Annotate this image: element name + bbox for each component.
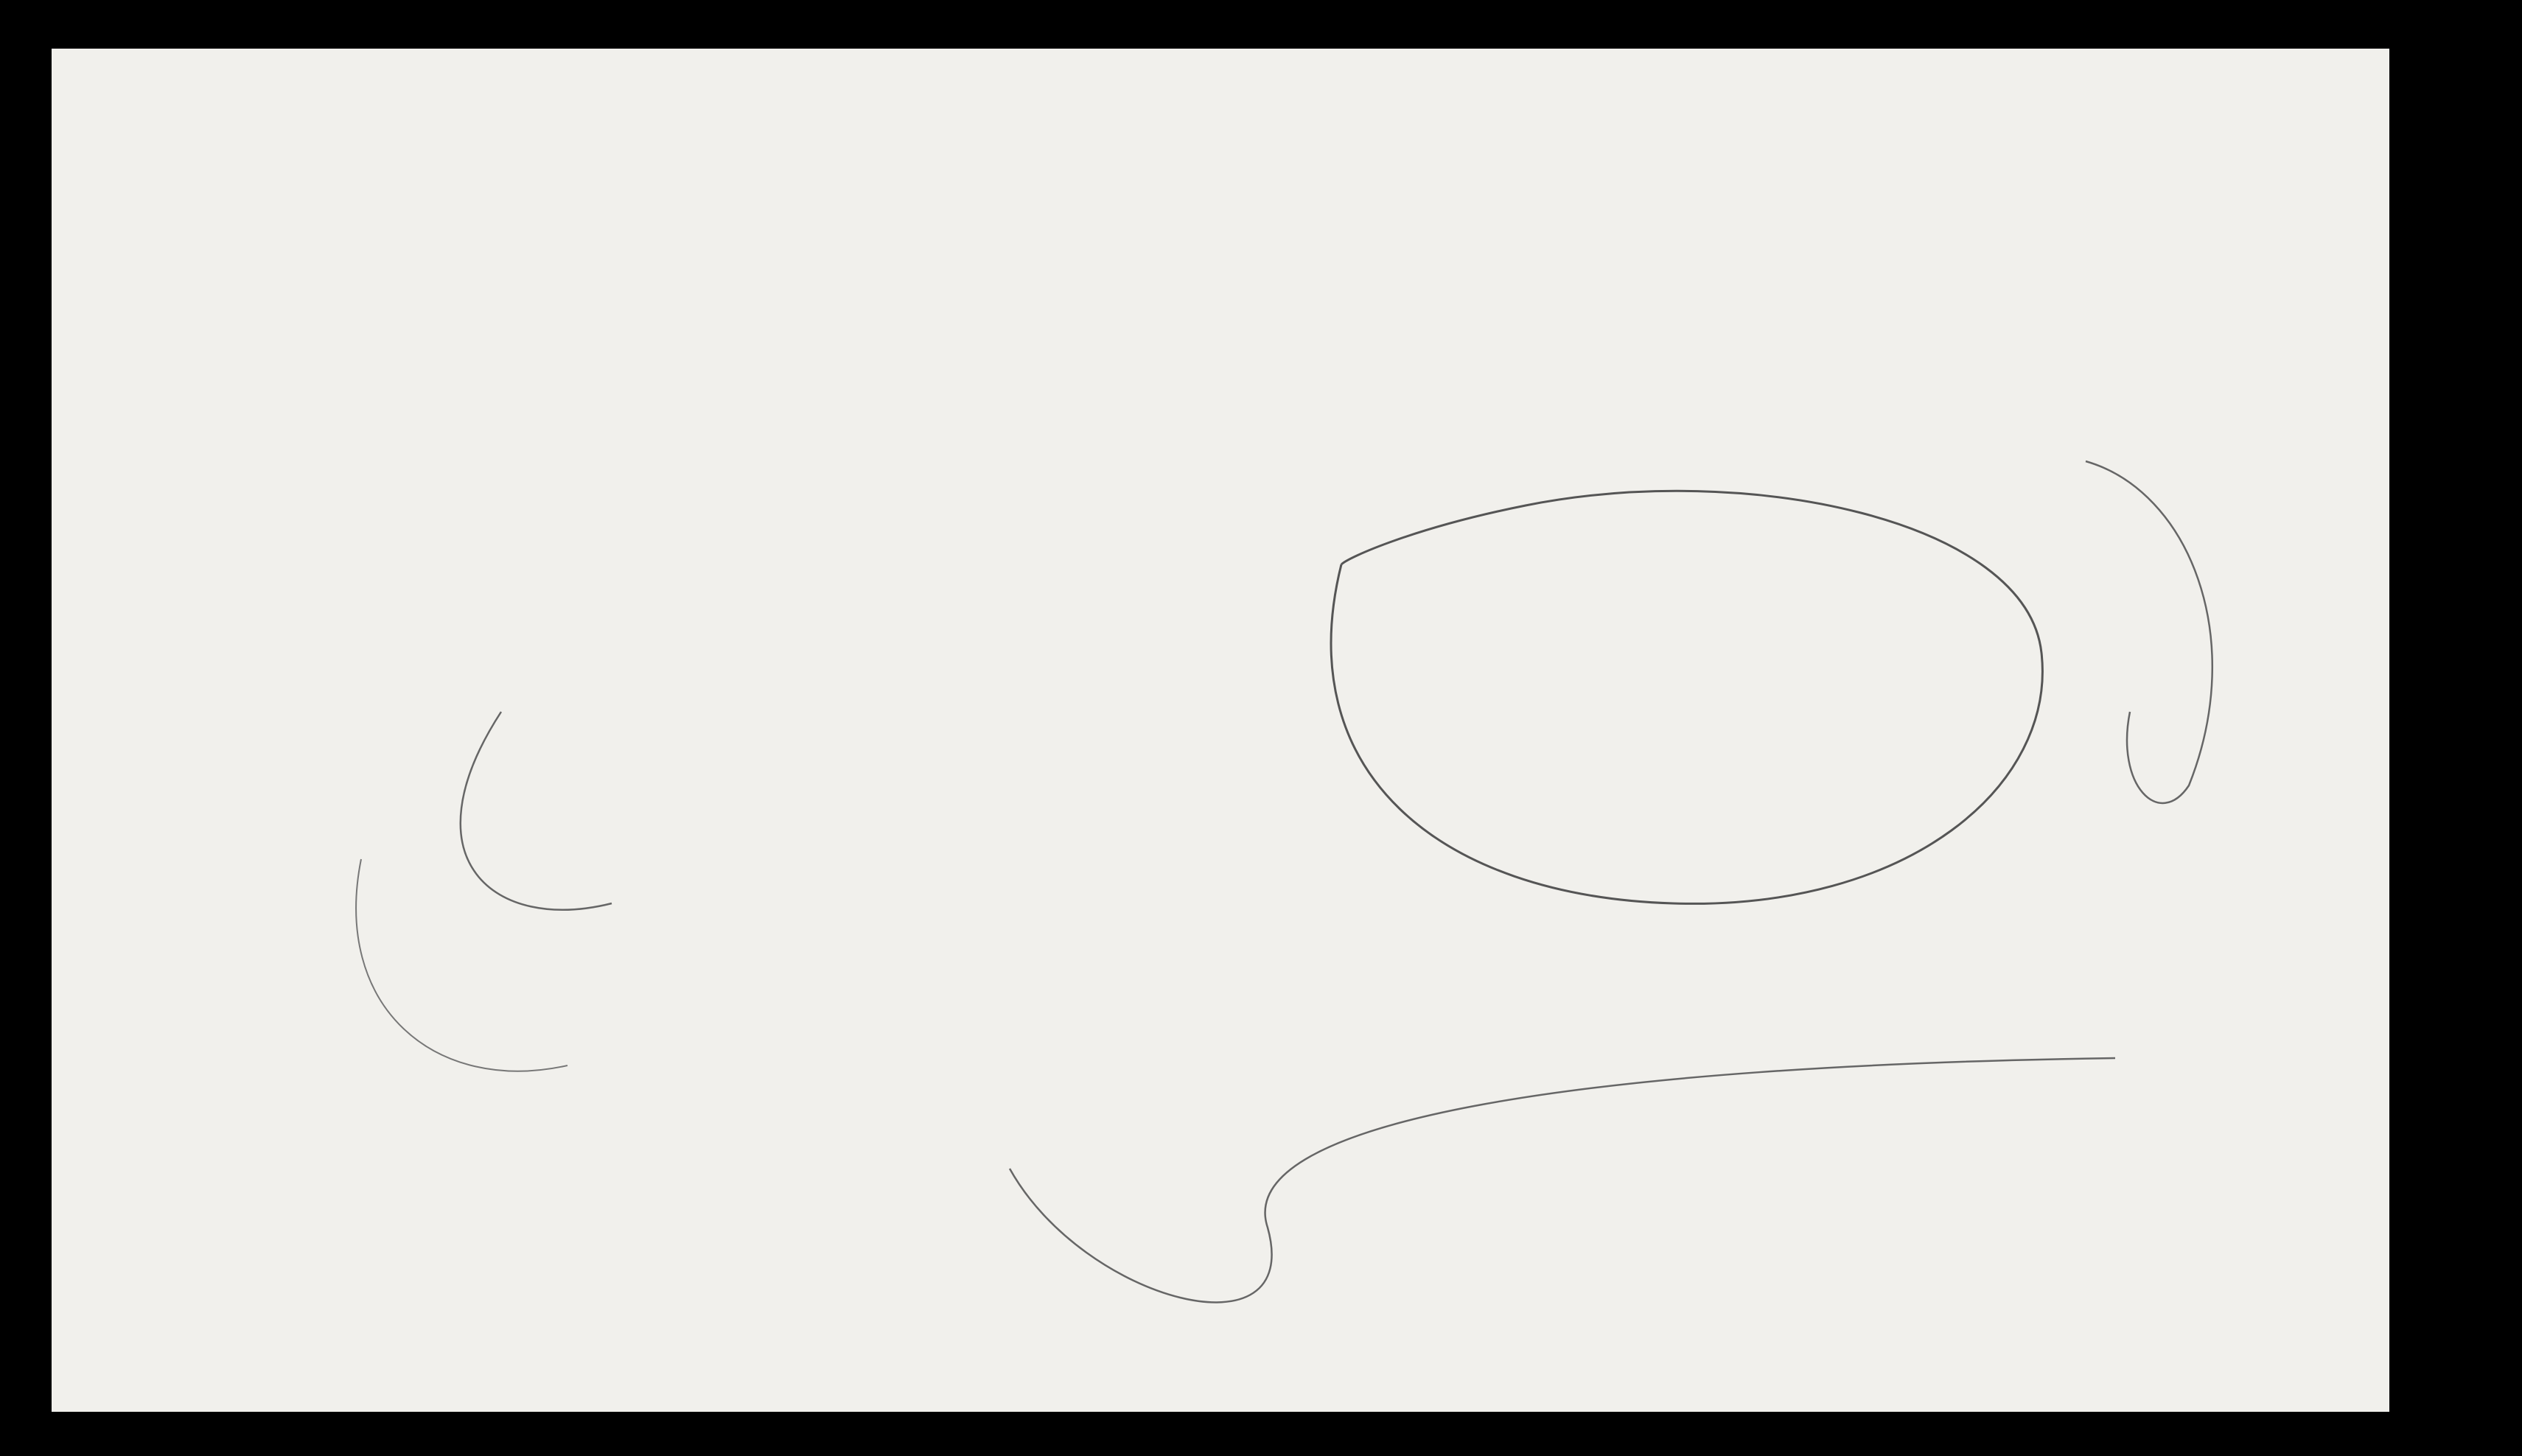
pencil-marks <box>52 49 2389 1412</box>
census-card <box>52 49 2389 1412</box>
